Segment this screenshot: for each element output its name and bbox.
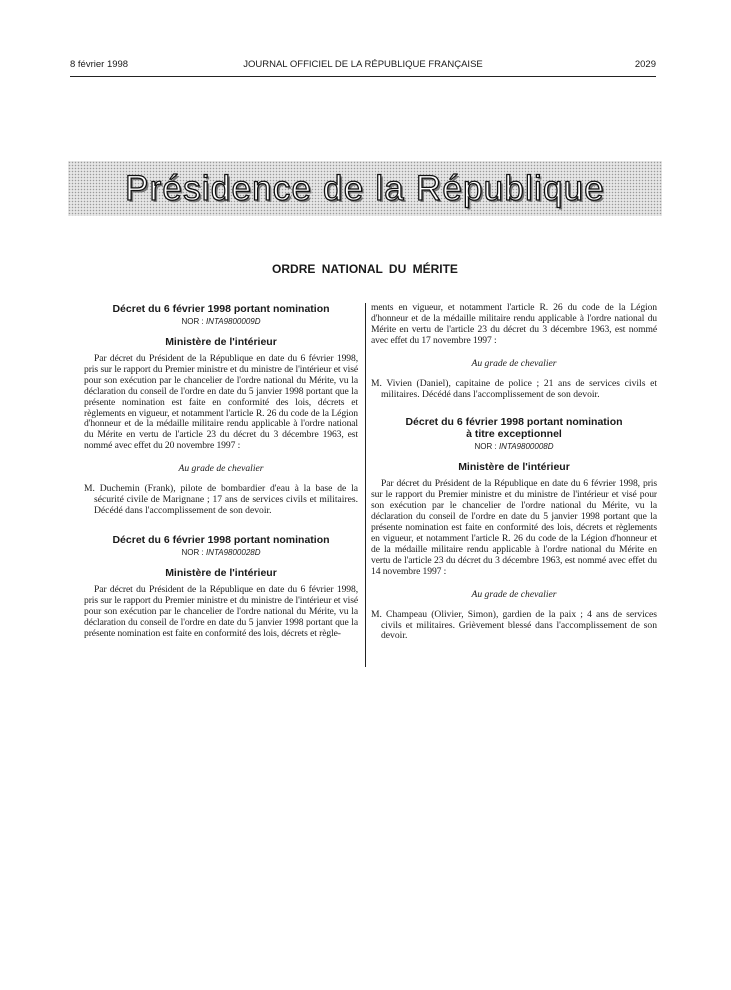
nominee-entry: M. Vivien (Daniel), capitaine de police ; 21 ans de services civils et militaires. Décédé dans l'accomplissement de son devoir. <box>371 377 657 400</box>
decree-title <box>371 416 657 440</box>
ministry-heading: Ministère de l'intérieur <box>165 566 277 579</box>
issue-date: 8 février 1998 <box>70 59 129 70</box>
ministry-heading: Ministère de l'intérieur <box>165 336 277 348</box>
section-banner <box>68 161 662 216</box>
decree-2 <box>84 534 358 640</box>
banner-title: Présidence de la République <box>125 168 605 208</box>
left-column <box>84 303 358 639</box>
nominee-entry: M. Champeau (Olivier, Simon), gardien de la paix ; 4 ans de services civils et militaires. Grièvement blessé dans l'accomplissement de son devoir. <box>371 608 657 642</box>
decree-body: Par décret du Président de la République en date du 6 février 1998, pris sur le rapport du Premier ministre et du ministre de l'intérieur et visé pour son exécution par le chancelier de l'ordre national du Mérite, vu la déclaration du conseil de l'ordre en date du 5 janvier 1998 portant que la présente nomination est faite en conformité des lois, décrets et règlements en vigueur, et notamment l'article R. 26 du code de la Légion d'honneur et de la médaille militaire rendu applicable à l'ordre national du Mérite en vertu de l'article 23 du décret du 3 décembre 1963, est nommé avec effet du 14 novembre 1997 : <box>371 478 657 577</box>
column-divider <box>365 303 366 667</box>
nominee-entry: M. Duchemin (Frank), pilote de bombardier d'eau à la base de la sécurité civile de Marignane ; 17 ans de services civils et militaires. Décédé dans l'accomplissement de son devoir. <box>84 483 358 516</box>
nor-code: INTA9800009D <box>205 317 261 326</box>
decree-title: Décret du 6 février 1998 portant nomination <box>112 303 330 315</box>
decree-title-line-1: Décret du 6 février 1998 portant nomination <box>405 416 623 429</box>
decree-title: Décret du 6 février 1998 portant nomination <box>112 533 330 546</box>
right-column <box>371 303 657 642</box>
nor-reference <box>371 441 657 452</box>
decree-title-line-2: à titre exceptionnel <box>466 428 562 441</box>
section-heading: ORDRE NATIONAL DU MÉRITE <box>272 262 458 276</box>
ministry-heading: Ministère de l'intérieur <box>458 461 570 474</box>
nor-label: NOR : <box>181 317 204 326</box>
grade-heading: Au grade de chevalier <box>471 357 557 369</box>
nor-reference <box>84 547 358 558</box>
decree-body-continued: ments en vigueur, et notamment l'article R. 26 du code de la Légion d'honneur et de la médaille militaire rendu applicable à l'ordre national du Mérite en vertu de l'article 23 du décret du 3 décembre 1963, est nommé avec effet du 17 novembre 1997 : <box>371 302 657 346</box>
nor-reference <box>84 316 358 327</box>
running-head <box>70 59 656 75</box>
decree-body: Par décret du Président de la République en date du 6 février 1998, pris sur le rapport du Premier ministre et du ministre de l'intérieur et visé pour son exécution par le chancelier de l'ordre national du Mérite, vu la déclaration du conseil de l'ordre en date du 5 janvier 1998 portant que la présente nomination est faite en conformité des lois, décrets et règle- <box>84 583 358 639</box>
nor-code: INTA9800008D <box>498 442 554 452</box>
decree-1 <box>84 303 358 517</box>
journal-title: JOURNAL OFFICIEL DE LA RÉPUBLIQUE FRANÇAISE <box>243 59 483 70</box>
decree-3 <box>371 416 657 642</box>
decree-body: Par décret du Président de la République en date du 6 février 1998, pris sur le rapport du Premier ministre et du ministre de l'intérieur et visé pour son exécution par le chancelier de l'ordre national du Mérite, vu la déclaration du conseil de l'ordre en date du 5 janvier 1998 portant que la présente nomination est faite en conformité des lois, décrets et règlements en vigueur, et notamment l'article R. 26 du code de la Légion d'honneur et de la médaille militaire rendu applicable à l'ordre national du Mérite en vertu de l'article 23 du décret du 3 décembre 1963, est nommé avec effet du 20 novembre 1997 : <box>84 353 358 452</box>
grade-heading: Au grade de chevalier <box>471 588 557 600</box>
grade-heading: Au grade de chevalier <box>178 463 264 475</box>
decree-2-continued <box>371 303 657 400</box>
nor-label: NOR : <box>474 442 497 452</box>
header-rule <box>70 76 656 77</box>
nor-code: INTA9800028D <box>205 547 261 557</box>
page-number: 2029 <box>634 59 656 70</box>
nor-label: NOR : <box>181 547 204 557</box>
